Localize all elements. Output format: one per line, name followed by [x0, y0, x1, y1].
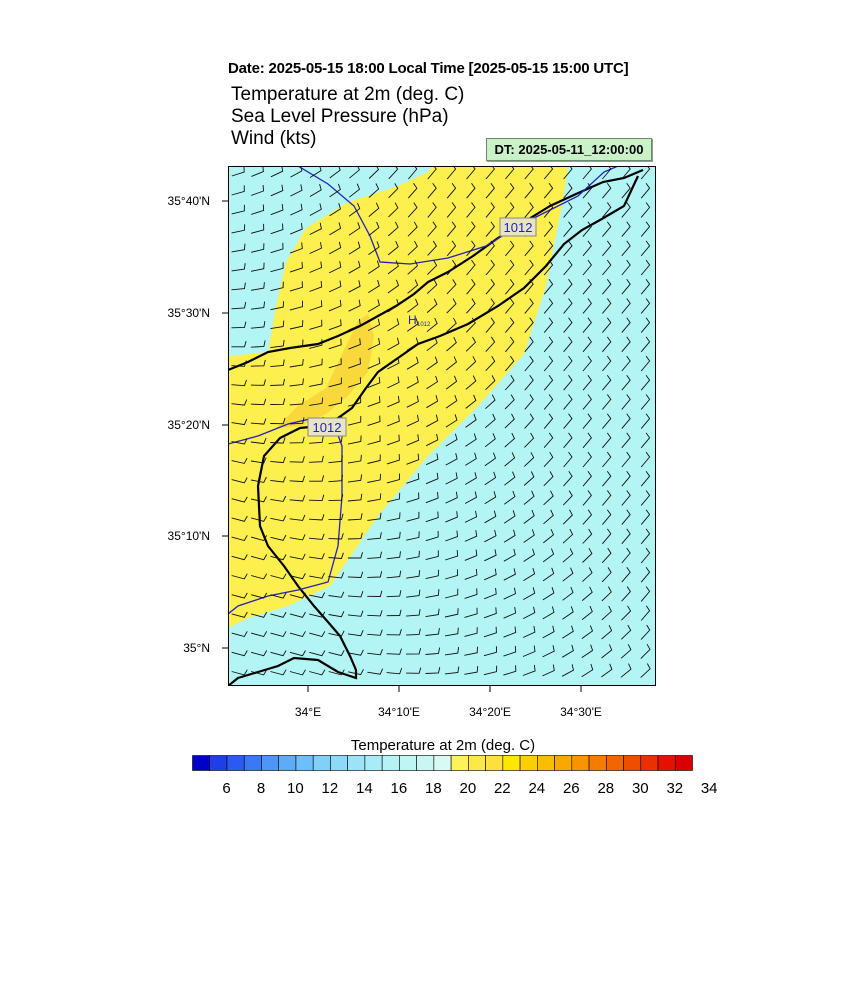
colorbar-swatch [210, 756, 227, 771]
colorbar-swatch [486, 756, 503, 771]
lon-label-34-10: 34°10'E [378, 705, 420, 719]
colorbar-swatch [572, 756, 589, 771]
isobar-label-south [308, 418, 346, 436]
map-panel [228, 166, 656, 686]
colorbar-swatch [675, 756, 692, 771]
colorbar-tick-label: 12 [321, 780, 339, 797]
colorbar-tick-label: 18 [425, 780, 442, 797]
colorbar-swatch [624, 756, 641, 771]
colorbar-swatch [365, 756, 382, 771]
colorbar-swatch [279, 756, 296, 771]
lat-label-35-40: 35°40'N [167, 194, 210, 208]
lat-label-35: 35°N [183, 641, 210, 655]
isobar-label-north [500, 218, 536, 236]
high-pressure-marker: H [408, 313, 417, 327]
colorbar-title: Temperature at 2m (deg. C) [350, 737, 536, 754]
lon-label-34: 34°E [294, 705, 322, 719]
title-temperature: Temperature at 2m (deg. C) [231, 84, 465, 105]
lat-label-35-20: 35°20'N [167, 418, 210, 432]
colorbar-tick-label: 16 [390, 780, 408, 797]
colorbar-swatch [555, 756, 572, 771]
colorbar-tick-label: 26 [562, 780, 580, 797]
svg-text:1012: 1012 [312, 420, 342, 435]
colorbar-swatch [382, 756, 399, 771]
colorbar-tick-label: 22 [493, 780, 511, 797]
svg-text:1012: 1012 [503, 220, 533, 235]
colorbar-tick-label: 32 [666, 780, 684, 797]
colorbar-swatch [520, 756, 537, 771]
colorbar-tick-label: 6 [222, 780, 231, 797]
colorbar-tick-label: 14 [356, 780, 373, 797]
colorbar-tick-label: 10 [287, 780, 304, 797]
title-pressure: Sea Level Pressure (hPa) [231, 106, 449, 127]
colorbar-tick-label: 28 [597, 780, 615, 797]
colorbar-swatch [399, 756, 416, 771]
lon-label-34-20: 34°20'E [469, 705, 511, 719]
colorbar-swatch [244, 756, 261, 771]
colorbar-swatch [658, 756, 675, 771]
colorbar-tick-label: 34 [700, 780, 718, 797]
colorbar-swatch [348, 756, 365, 771]
colorbar-tick-label: 20 [459, 780, 477, 797]
colorbar-swatch [193, 756, 210, 771]
colorbar-tick-label: 30 [631, 780, 649, 797]
high-pressure-value: 1012 [417, 322, 431, 328]
title-wind: Wind (kts) [231, 128, 317, 149]
lon-label-34-30: 34°30'E [560, 705, 602, 719]
colorbar-swatch [641, 756, 658, 771]
colorbar-swatch [417, 756, 434, 771]
colorbar-swatch [434, 756, 451, 771]
colorbar-swatch [503, 756, 520, 771]
colorbar-swatch [227, 756, 244, 771]
colorbar-swatch [589, 756, 606, 771]
colorbar-swatch [313, 756, 330, 771]
date-line: Date: 2025-05-15 18:00 Local Time [2025-05-15 15:00 UTC] [228, 60, 629, 77]
colorbar-swatch [606, 756, 623, 771]
colorbar-swatch [330, 756, 347, 771]
colorbar-swatch [468, 756, 485, 771]
lat-label-35-10: 35°10'N [167, 529, 210, 543]
colorbar-tick-label: 8 [256, 780, 266, 797]
colorbar-tick-label: 24 [528, 780, 546, 797]
dt-label: DT: 2025-05-11_12:00:00 [486, 138, 652, 161]
colorbar-swatch [261, 756, 278, 771]
colorbar-swatch [451, 756, 468, 771]
colorbar [192, 755, 693, 772]
colorbar-swatch [537, 756, 554, 771]
colorbar-swatch [296, 756, 313, 771]
lat-label-35-30: 35°30'N [167, 306, 210, 320]
